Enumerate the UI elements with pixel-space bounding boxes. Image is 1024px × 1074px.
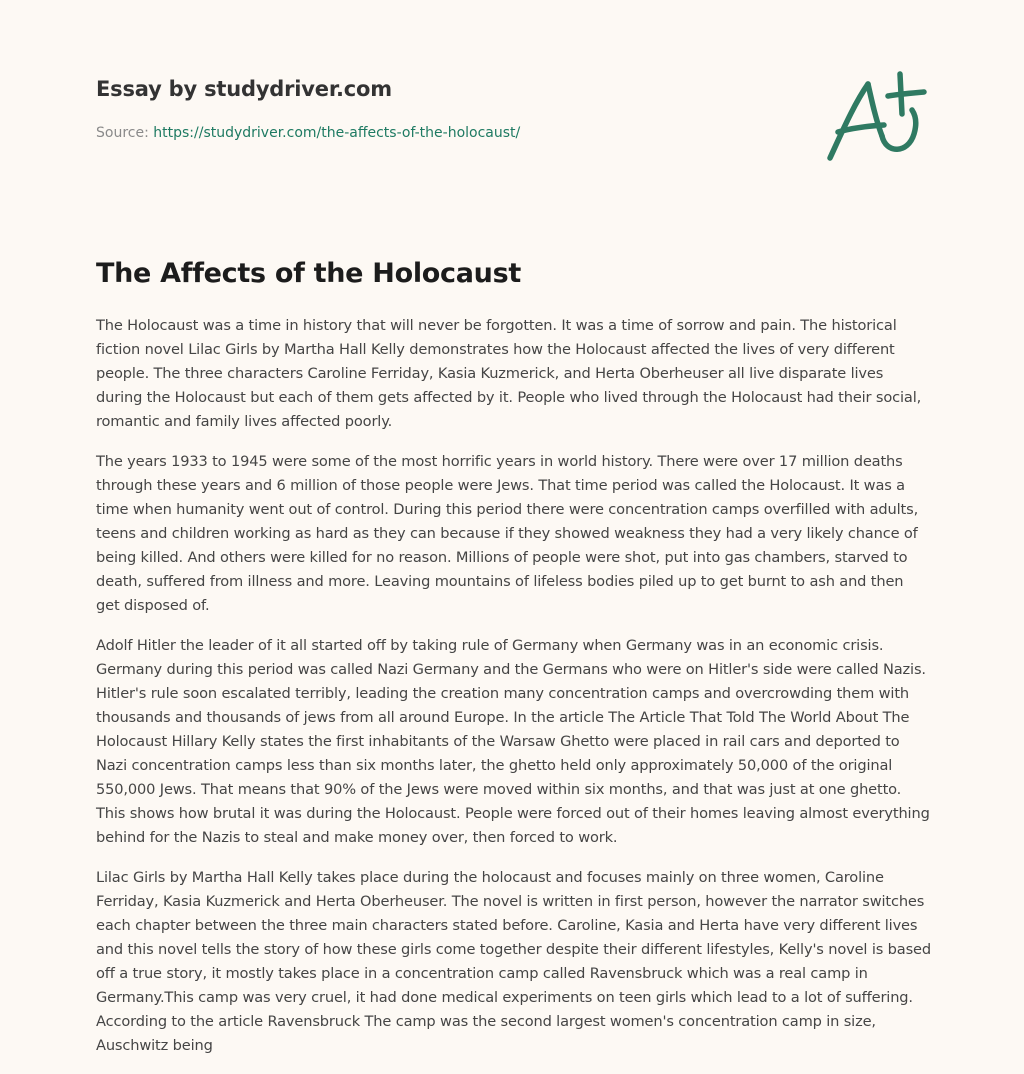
- source-line: [96, 123, 716, 143]
- essay-body: [96, 314, 931, 1074]
- source-label: Source:: [96, 125, 149, 141]
- site-title: Essay by studydriver.com: [96, 77, 392, 101]
- page-header: [96, 74, 716, 143]
- essay-paragraph: Lilac Girls by Martha Hall Kelly takes place during the holocaust and focuses mainly on three women, Caroline Ferriday, Kasia Kuzmerick and Herta Oberheuser. The novel is written in first person, however the narrator switches each chapter between the three main characters stated before. Caroline, Kasia and Herta have very different lives and this novel tells the story of how these girls come together despite their different lifestyles, Kelly's novel is based off a true story, it mostly takes place in a concentration camp called Ravensbruck which was a real camp in Germany.This camp was very cruel, it had done medical experiments on teen girls which lead to a lot of suffering. According to the article Ravensbruck The camp was the second largest women's concentration camp in size, Auschwitz being: [96, 869, 931, 1054]
- a-plus-grade-icon: [820, 62, 930, 167]
- essay-paragraph: The Holocaust was a time in history that will never be forgotten. It was a time of sorrow and pain. The historical fiction novel Lilac Girls by Martha Hall Kelly demonstrates how the Holocaust affected the lives of very different people. The three characters Caroline Ferriday, Kasia Kuzmerick, and Herta Oberheuser all live disparate lives during the Holocaust but each of them gets affected by it. People who lived through the Holocaust had their social, romantic and family lives affected poorly.: [96, 317, 922, 430]
- essay-paragraph: Adolf Hitler the leader of it all started off by taking rule of Germany when Germany was in an economic crisis. Germany during this period was called Nazi Germany and the Germans who were on Hitler's side were called Nazis. Hitler's rule soon escalated terribly, leading the creation many concentration camps and overcrowding them with thousands and thousands of jews from all around Europe. In the article The Article That Told The World About The Holocaust Hillary Kelly states the first inhabitants of the Warsaw Ghetto were placed in rail cars and deported to Nazi concentration camps less than six months later, the ghetto held only approximately 50,000 of the original 550,000 Jews. That means that 90% of the Jews were moved within six months, and that was just at one ghetto. This shows how brutal it was during the Holocaust. People were forced out of their homes leaving almost everything behind for the Nazis to steal and make money over, then forced to work.: [96, 637, 930, 846]
- essay-paragraph: The years 1933 to 1945 were some of the most horrific years in world history. There were over 17 million deaths through these years and 6 million of those people were Jews. That time period was called the Holocaust. It was a time when humanity went out of control. During this period there were concentration camps overfilled with adults, teens and children working as hard as they can because if they showed weakness they had a very likely chance of being killed. And others were killed for no reason. Millions of people were shot, put into gas chambers, starved to death, suffered from illness and more. Leaving mountains of lifeless bodies piled up to get burnt to ash and then get disposed of.: [96, 453, 919, 614]
- source-link[interactable]: https://studydriver.com/the-affects-of-the-holocaust/: [153, 125, 521, 141]
- essay-title: The Affects of the Holocaust: [96, 258, 521, 289]
